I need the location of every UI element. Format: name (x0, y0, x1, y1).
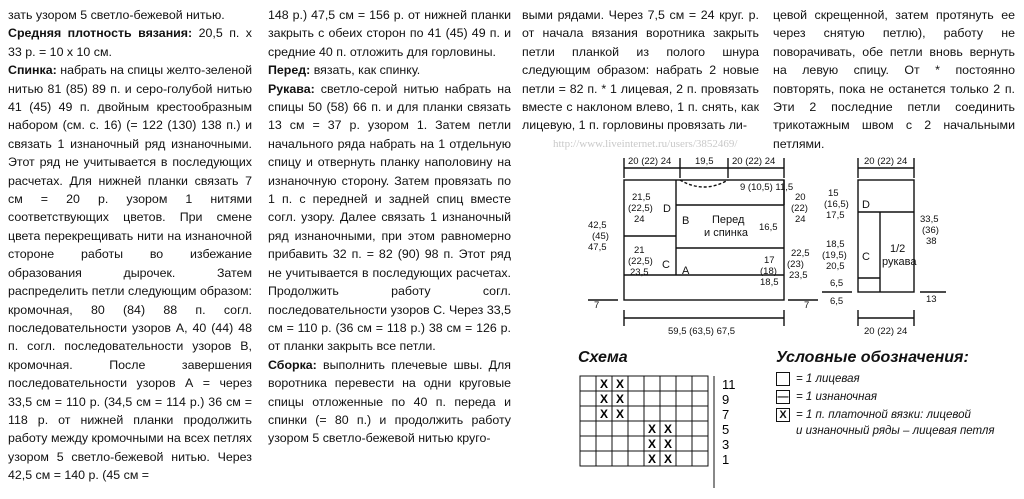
sleeve-bottom: 20 (22) 24 (864, 326, 908, 337)
cross-stitch-mark: X (599, 377, 609, 391)
chart-cell (676, 451, 692, 466)
chart-cell (692, 451, 708, 466)
front-right-upper-1: 20 (795, 192, 806, 203)
legend-title: Условные обозначения: (776, 349, 969, 366)
paragraph-text: зать узором 5 светло-бежевой нитью. (8, 8, 225, 22)
legend-symbol: — (777, 391, 789, 403)
front-left-lower-2: (22,5) (628, 256, 653, 267)
sleeve-left-upper-2: (16,5) (824, 199, 849, 210)
paragraph-heading: Спинка: (8, 63, 57, 78)
legend-item (776, 372, 860, 386)
sleeve-left-upper-1: 15 (828, 188, 839, 199)
text-column-3 (522, 6, 759, 135)
front-right-upper-3: 24 (795, 214, 806, 225)
paragraph-text: вязать, как спинку. (310, 63, 421, 78)
front-mid-b: 16,5 (759, 222, 778, 233)
chart-cell (692, 406, 708, 421)
legend-text: = 1 п. платочной вязки: лицевой (796, 409, 971, 421)
cross-stitch-mark: X (599, 407, 609, 421)
chart-cell (580, 376, 596, 391)
legend-symbol: X (776, 408, 790, 422)
sleeve-top: 20 (22) 24 (864, 156, 908, 167)
front-title-2: и спинка (704, 227, 749, 239)
sleeve-right-total-3: 38 (926, 236, 937, 247)
paragraph-text: светло-серой нитью набрать на спицы 50 (58) 66 п. и для планки связать 13 см = 37 р. узором 1. Затем петли начального ряда набрать на 1 отдельную спицу и отвернуть планку наполовину на изнаночную сторону. Затем провязать по 1 п. с передней и задней спиц вместе согл. узору. Далее связать 1 изнаночный ряд изнаночными, при этом равномерно прибавить 32 п. = 82 (90) 98 п. Этот ряд не учитывается в последующих расчетах. Продолжить работу согл. последовательности узоров С. Через 33,5 см = 110 р. (36 см = 118 р.) 38 см = 126 р. от планки закрыть все петли. (268, 81, 511, 354)
front-neck: 9 (10,5) 11,5 (740, 182, 794, 193)
chart-cell (596, 436, 612, 451)
chart-cell (660, 406, 676, 421)
chart-cell (676, 406, 692, 421)
sleeve-right-hem: 13 (926, 294, 937, 305)
text-column-1 (8, 6, 252, 485)
paragraph (522, 6, 759, 135)
chart-cell (612, 436, 628, 451)
front-left-lower-3: 23,5 (630, 267, 649, 278)
chart-cell (628, 406, 644, 421)
chart-cell (692, 436, 708, 451)
row-number: 11 (722, 377, 736, 392)
cross-stitch-mark: X (615, 407, 625, 421)
paragraph-text: цевой скрещенной, затем протянуть ее через снятую петлю), работу не поворачивать, обе петли вновь вернуть на левую спицу. От * постоянно повторять, пока не останется только 2 п. Эти 2 последние петли соединить трикотажным швом с 2 начальными петлями. (773, 8, 1015, 151)
paragraph (268, 6, 511, 61)
front-left-upper-1: 21,5 (632, 192, 651, 203)
chart-cell (676, 421, 692, 436)
chart-cell (596, 421, 612, 436)
legend-symbol (776, 372, 790, 386)
row-number: 1 (722, 452, 730, 467)
sleeve-right-total-1: 33,5 (920, 214, 939, 225)
sleeve-right-total-2: (36) (922, 225, 939, 236)
front-left-upper-3: 24 (634, 214, 645, 225)
sleeve-left-mid-3: 20,5 (826, 261, 845, 272)
chart-cell (628, 376, 644, 391)
sleeve-zone-d: D (862, 199, 870, 211)
stitch-chart (576, 370, 736, 494)
chart-cell (628, 391, 644, 406)
front-left-total-2: (45) (592, 231, 609, 242)
chart-cell (676, 436, 692, 451)
paragraph-heading: Рукава: (268, 81, 315, 96)
paragraph-heading: Средняя плотность вязания: (8, 26, 193, 41)
zone-a: A (682, 265, 690, 277)
paragraph (268, 80, 511, 356)
legend-item (776, 408, 971, 422)
cross-stitch-mark: X (647, 422, 657, 436)
chart-cell (644, 406, 660, 421)
paragraph-heading: Перед: (268, 63, 311, 78)
chart-cell (692, 421, 708, 436)
row-number: 7 (722, 407, 730, 422)
front-mid-a-1: 17 (764, 255, 775, 266)
chart-cell (628, 436, 644, 451)
chart-cell (676, 391, 692, 406)
chart-cell (596, 451, 612, 466)
chart-cell (628, 421, 644, 436)
front-left-total-3: 47,5 (588, 242, 607, 253)
row-number: 3 (722, 437, 730, 452)
chart-cell (612, 451, 628, 466)
zone-c: C (662, 259, 670, 271)
cross-stitch-mark: X (663, 422, 673, 436)
chart-cell (612, 421, 628, 436)
sleeve-zone-c: C (862, 251, 870, 263)
sleeve-title-1: 1/2 (890, 243, 906, 255)
legend-extra: и изнаночный ряды – лицевая петля (796, 425, 995, 437)
sleeve-left-hem: 6,5 (830, 296, 844, 307)
front-right-lower-1: 22,5 (791, 248, 810, 259)
chart-cell (692, 376, 708, 391)
front-right-lower-2: (23) (787, 259, 804, 270)
front-right-lower-3: 23,5 (789, 270, 808, 281)
paragraph-text: выми рядами. Через 7,5 см = 24 круг. р. от начала вязания воротника закрыть петли планкой из полого шнура следующим образом: набрать 2 новые петли = 82 п. * 1 лицевая, 2 п. провязать вместе с наклоном влево, 1 п. снять, как лицевую, 1 п. горловины провязать ли- (522, 8, 759, 133)
zone-d: D (663, 203, 671, 215)
legend-text: = 1 лицевая (796, 373, 860, 385)
schema-title: Схема (578, 349, 628, 366)
front-mid-a-2: (18) (760, 266, 777, 277)
cross-stitch-mark: X (615, 377, 625, 391)
paragraph (773, 6, 1015, 153)
front-top-mid: 19,5 (695, 156, 714, 167)
sleeve-left-low: 6,5 (830, 278, 844, 289)
chart-cell (692, 391, 708, 406)
paragraph-text: 148 р.) 47,5 см = 156 р. от нижней планки закрыть с обеих сторон по 41 (45) 49 п. и средние 40 п. отложить для горловины. (268, 8, 511, 59)
front-hem-left: 7 (594, 300, 600, 311)
chart-cell (660, 376, 676, 391)
front-hem-right: 7 (804, 300, 810, 311)
chart-cell (580, 421, 596, 436)
chart-cell (644, 376, 660, 391)
front-mid-a-3: 18,5 (760, 277, 779, 288)
zone-b: B (682, 215, 690, 227)
chart-cell (644, 391, 660, 406)
legend-text: = 1 изнаночная (796, 391, 877, 403)
row-number: 5 (722, 422, 730, 437)
front-top-right: 20 (22) 24 (732, 156, 776, 167)
cross-stitch-mark: X (663, 452, 673, 466)
paragraph (8, 24, 252, 61)
watermark-url: http://www.liveinternet.ru/users/3852469/ (553, 138, 738, 150)
paragraph (8, 61, 252, 484)
paragraph-text: 20,5 п. х 33 р. = 10 х 10 см. (8, 26, 252, 59)
cross-stitch-mark: X (615, 392, 625, 406)
paragraph (8, 6, 252, 24)
chart-cell (580, 391, 596, 406)
text-column-4 (773, 6, 1015, 153)
legend-item (776, 390, 877, 404)
paragraph-heading: Сборка: (268, 357, 317, 372)
sleeve-left-upper-3: 17,5 (826, 210, 845, 221)
text-column-2 (268, 6, 511, 448)
front-back-diagram (588, 150, 818, 342)
chart-cell (676, 376, 692, 391)
chart-cell (580, 451, 596, 466)
cross-stitch-mark: X (599, 392, 609, 406)
front-left-lower-1: 21 (634, 245, 645, 256)
front-bottom: 59,5 (63,5) 67,5 (668, 326, 736, 337)
paragraph-text: выполнить плечевые швы. Для воротника перевести на одни круговые спицы отложенные по 40 п. переда и спинки (= 80 п.) и продолжить работу узором 5 светло-бежевой нитью круго- (268, 357, 511, 446)
row-number: 9 (722, 392, 730, 407)
front-top-left: 20 (22) 24 (628, 156, 672, 167)
front-right-upper-2: (22) (791, 203, 808, 214)
sleeve-diagram (822, 150, 946, 342)
cross-stitch-mark: X (647, 452, 657, 466)
cross-stitch-mark: X (663, 437, 673, 451)
chart-cell (580, 436, 596, 451)
front-title-1: Перед (712, 214, 745, 226)
paragraph (268, 356, 511, 448)
paragraph (268, 61, 511, 79)
sleeve-left-mid-1: 18,5 (826, 239, 845, 250)
sleeve-title-2: рукава (882, 256, 917, 268)
chart-cell (660, 391, 676, 406)
cross-stitch-mark: X (647, 437, 657, 451)
front-left-total-1: 42,5 (588, 220, 607, 231)
sleeve-left-mid-2: (19,5) (822, 250, 847, 261)
paragraph-text: набрать на спицы желто-зеленой нитью 81 (85) 89 п. и серо-голубой нитью 41 (45) 49 п. двойным крестообразным набором (см. с. 16) (= 122 (130) 138 п.) и связать 1 изнаночный ряд изнаночными. Этот ряд не учитывается в последующих расчетах. Для нижней планки связать 7 см = 20 р. узором 1 нитями соответствующих цветов. При смене цвета перекрещивать нити на изнаночной стороне работы во избежание образования дырочек. Затем распределить петли следующим образом: кромочная, 80 (84) 88 п. согл. последовательности узоров А, 40 (44) 48 п. согл. последовательности узоров В, кромочная. После завершения последовательности узоров А = через 33,5 см = 110 р. (34,5 см = 114 р.) 36 см = 118 р. от нижней планки продолжить работу между кромочными на всех петлях узором 5 светло-бежевой нитью. Через 42,5 см = 140 р. (45 см = (8, 63, 252, 483)
chart-cell (628, 451, 644, 466)
chart-cell (580, 406, 596, 421)
front-left-upper-2: (22,5) (628, 203, 653, 214)
